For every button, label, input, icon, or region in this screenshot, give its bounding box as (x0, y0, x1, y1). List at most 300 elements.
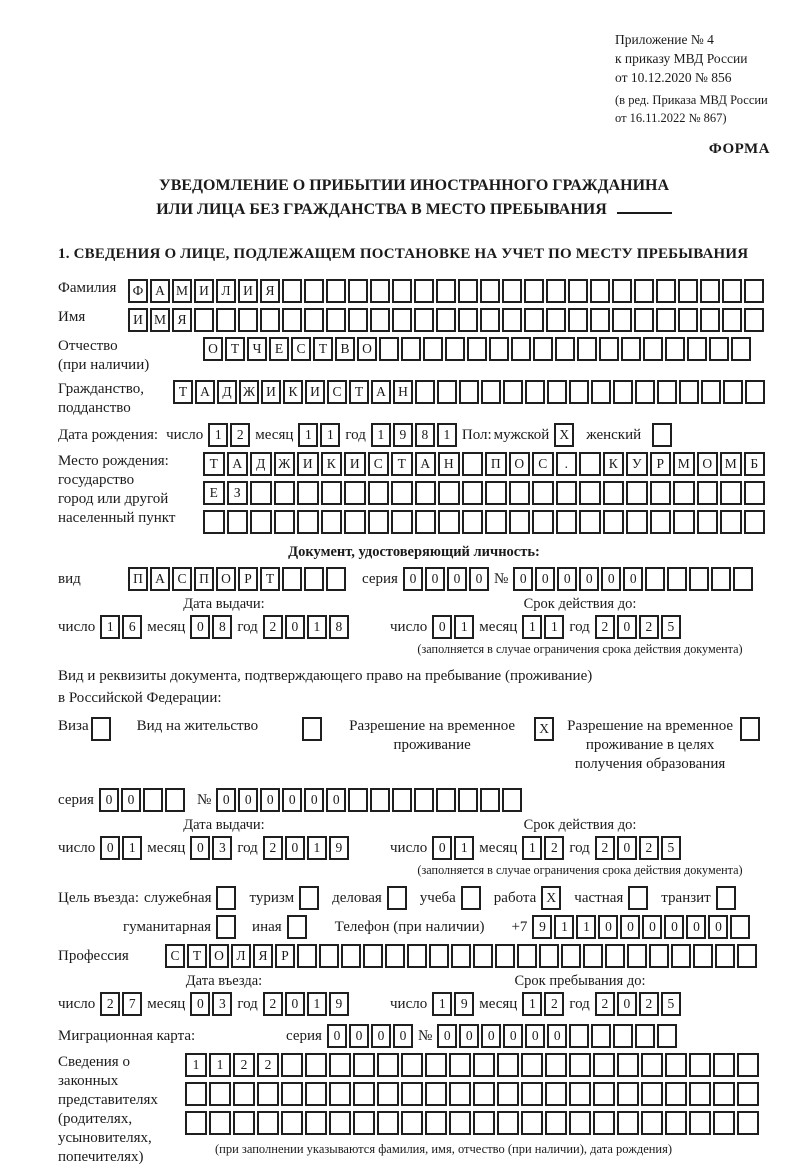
form-cell[interactable] (697, 481, 719, 505)
form-cell[interactable] (250, 481, 272, 505)
form-cell[interactable] (599, 337, 619, 361)
form-cell[interactable]: Я (260, 279, 280, 303)
form-cell[interactable]: Т (313, 337, 333, 361)
form-cell[interactable] (700, 308, 720, 332)
form-cell[interactable] (185, 1082, 207, 1106)
form-cell[interactable]: А (150, 279, 170, 303)
form-cell[interactable] (546, 279, 566, 303)
form-cell[interactable]: Е (203, 481, 225, 505)
form-cell[interactable]: 0 (664, 915, 684, 939)
form-cell[interactable]: 0 (327, 1024, 347, 1048)
purpose-study-checkbox[interactable] (461, 886, 481, 910)
form-cell[interactable]: 9 (393, 423, 413, 447)
form-cell[interactable]: Т (391, 452, 413, 476)
form-cell[interactable] (579, 481, 601, 505)
form-cell[interactable]: 0 (579, 567, 599, 591)
form-cell[interactable] (645, 567, 665, 591)
form-cell[interactable] (282, 567, 302, 591)
form-cell[interactable] (733, 567, 753, 591)
form-cell[interactable]: М (720, 452, 742, 476)
form-cell[interactable] (539, 944, 559, 968)
form-cell[interactable]: П (128, 567, 148, 591)
form-cell[interactable] (744, 510, 766, 534)
form-cell[interactable] (353, 1111, 375, 1135)
form-cell[interactable]: И (305, 380, 325, 404)
form-cell[interactable] (509, 481, 531, 505)
form-cell[interactable] (700, 279, 720, 303)
form-cell[interactable] (401, 1053, 423, 1077)
form-cell[interactable]: 1 (307, 615, 327, 639)
form-cell[interactable] (745, 380, 765, 404)
form-cell[interactable] (414, 308, 434, 332)
form-cell[interactable] (233, 1082, 255, 1106)
form-cell[interactable]: 1 (522, 992, 542, 1016)
form-cell[interactable]: О (203, 337, 223, 361)
form-cell[interactable] (497, 1082, 519, 1106)
form-cell[interactable]: 0 (216, 788, 236, 812)
form-cell[interactable]: О (216, 567, 236, 591)
form-cell[interactable] (569, 380, 589, 404)
form-cell[interactable]: 2 (263, 836, 283, 860)
form-cell[interactable] (473, 1111, 495, 1135)
form-cell[interactable] (250, 510, 272, 534)
form-cell[interactable] (233, 1111, 255, 1135)
form-cell[interactable] (720, 510, 742, 534)
form-cell[interactable] (329, 1111, 351, 1135)
form-cell[interactable]: У (626, 452, 648, 476)
form-cell[interactable]: Т (260, 567, 280, 591)
form-cell[interactable] (720, 481, 742, 505)
form-cell[interactable] (650, 510, 672, 534)
form-cell[interactable] (532, 510, 554, 534)
form-cell[interactable] (304, 567, 324, 591)
form-cell[interactable] (697, 510, 719, 534)
form-cell[interactable]: 0 (100, 836, 120, 860)
form-cell[interactable]: 9 (454, 992, 474, 1016)
form-cell[interactable] (579, 510, 601, 534)
form-cell[interactable] (687, 337, 707, 361)
form-cell[interactable]: Р (275, 944, 295, 968)
form-cell[interactable] (650, 481, 672, 505)
form-cell[interactable] (368, 510, 390, 534)
form-cell[interactable] (641, 1082, 663, 1106)
purpose-official-checkbox[interactable] (216, 886, 236, 910)
form-cell[interactable] (593, 1053, 615, 1077)
form-cell[interactable] (502, 308, 522, 332)
form-cell[interactable] (257, 1082, 279, 1106)
form-cell[interactable] (329, 1053, 351, 1077)
form-cell[interactable]: 1 (554, 915, 574, 939)
form-cell[interactable] (730, 915, 750, 939)
form-cell[interactable]: Я (172, 308, 192, 332)
form-cell[interactable] (485, 481, 507, 505)
form-cell[interactable]: 1 (371, 423, 391, 447)
form-cell[interactable] (370, 788, 390, 812)
form-cell[interactable] (304, 279, 324, 303)
form-cell[interactable] (689, 1111, 711, 1135)
form-cell[interactable]: 0 (503, 1024, 523, 1048)
form-cell[interactable] (711, 567, 731, 591)
form-cell[interactable]: 0 (190, 615, 210, 639)
form-cell[interactable]: 0 (190, 992, 210, 1016)
form-cell[interactable]: 2 (263, 615, 283, 639)
form-cell[interactable] (425, 1111, 447, 1135)
form-cell[interactable] (370, 308, 390, 332)
form-cell[interactable]: С (532, 452, 554, 476)
form-cell[interactable] (391, 510, 413, 534)
form-cell[interactable] (657, 380, 677, 404)
form-cell[interactable] (502, 279, 522, 303)
form-cell[interactable] (532, 481, 554, 505)
purpose-business-checkbox[interactable] (387, 886, 407, 910)
form-cell[interactable] (377, 1111, 399, 1135)
form-cell[interactable] (344, 481, 366, 505)
form-cell[interactable] (521, 1082, 543, 1106)
form-cell[interactable] (297, 944, 317, 968)
form-cell[interactable]: 0 (282, 788, 302, 812)
form-cell[interactable]: 8 (329, 615, 349, 639)
form-cell[interactable] (555, 337, 575, 361)
form-cell[interactable]: И (297, 452, 319, 476)
form-cell[interactable] (502, 788, 522, 812)
form-cell[interactable] (473, 1053, 495, 1077)
form-cell[interactable] (569, 1024, 589, 1048)
purpose-transit-checkbox[interactable] (716, 886, 736, 910)
form-cell[interactable]: 1 (437, 423, 457, 447)
form-cell[interactable]: 0 (447, 567, 467, 591)
form-cell[interactable]: С (165, 944, 185, 968)
form-cell[interactable] (521, 1111, 543, 1135)
form-cell[interactable]: 1 (122, 836, 142, 860)
form-cell[interactable]: С (368, 452, 390, 476)
form-cell[interactable] (634, 279, 654, 303)
form-cell[interactable]: 1 (522, 836, 542, 860)
form-cell[interactable] (643, 337, 663, 361)
form-cell[interactable] (689, 1082, 711, 1106)
form-cell[interactable] (209, 1111, 231, 1135)
form-cell[interactable]: М (673, 452, 695, 476)
form-cell[interactable]: Ч (247, 337, 267, 361)
form-cell[interactable] (401, 1082, 423, 1106)
form-cell[interactable]: Н (393, 380, 413, 404)
form-cell[interactable]: 2 (595, 836, 615, 860)
form-cell[interactable] (391, 481, 413, 505)
form-cell[interactable]: К (603, 452, 625, 476)
form-cell[interactable]: 9 (532, 915, 552, 939)
form-cell[interactable] (701, 380, 721, 404)
form-cell[interactable] (436, 279, 456, 303)
form-cell[interactable]: 0 (708, 915, 728, 939)
purpose-work-checkbox[interactable]: X (541, 886, 561, 910)
form-cell[interactable]: И (344, 452, 366, 476)
purpose-private-checkbox[interactable] (628, 886, 648, 910)
form-cell[interactable] (462, 452, 484, 476)
form-cell[interactable]: 0 (547, 1024, 567, 1048)
form-cell[interactable] (415, 510, 437, 534)
form-cell[interactable] (415, 481, 437, 505)
form-cell[interactable]: С (327, 380, 347, 404)
form-cell[interactable] (297, 481, 319, 505)
form-cell[interactable] (524, 308, 544, 332)
form-cell[interactable]: . (556, 452, 578, 476)
form-cell[interactable] (392, 308, 412, 332)
form-cell[interactable]: 0 (238, 788, 258, 812)
form-cell[interactable]: 0 (371, 1024, 391, 1048)
form-cell[interactable] (593, 1111, 615, 1135)
purpose-other-checkbox[interactable] (287, 915, 307, 939)
form-cell[interactable] (713, 1082, 735, 1106)
form-cell[interactable] (480, 788, 500, 812)
form-cell[interactable] (377, 1082, 399, 1106)
form-cell[interactable] (436, 788, 456, 812)
form-cell[interactable]: 1 (544, 615, 564, 639)
form-cell[interactable] (281, 1082, 303, 1106)
purpose-humanitarian-checkbox[interactable] (216, 915, 236, 939)
form-cell[interactable] (451, 944, 471, 968)
form-cell[interactable] (621, 337, 641, 361)
form-cell[interactable] (423, 337, 443, 361)
form-cell[interactable]: 2 (639, 992, 659, 1016)
form-cell[interactable] (617, 1082, 639, 1106)
form-cell[interactable] (635, 380, 655, 404)
form-cell[interactable]: 0 (403, 567, 423, 591)
form-cell[interactable]: М (172, 279, 192, 303)
form-cell[interactable] (449, 1053, 471, 1077)
form-cell[interactable]: 2 (263, 992, 283, 1016)
form-cell[interactable] (392, 279, 412, 303)
form-cell[interactable] (445, 337, 465, 361)
form-cell[interactable] (329, 1082, 351, 1106)
form-cell[interactable]: 5 (661, 836, 681, 860)
form-cell[interactable]: В (335, 337, 355, 361)
form-cell[interactable] (414, 279, 434, 303)
form-cell[interactable] (257, 1111, 279, 1135)
form-cell[interactable]: 0 (617, 992, 637, 1016)
form-cell[interactable]: 2 (639, 836, 659, 860)
form-cell[interactable]: 0 (557, 567, 577, 591)
form-cell[interactable] (569, 1111, 591, 1135)
form-cell[interactable] (341, 944, 361, 968)
form-cell[interactable] (525, 380, 545, 404)
form-cell[interactable]: Я (253, 944, 273, 968)
form-cell[interactable]: 0 (598, 915, 618, 939)
form-cell[interactable]: 1 (576, 915, 596, 939)
form-cell[interactable]: Т (203, 452, 225, 476)
form-cell[interactable]: 0 (285, 615, 305, 639)
form-cell[interactable] (497, 1111, 519, 1135)
form-cell[interactable]: 0 (481, 1024, 501, 1048)
form-cell[interactable] (546, 308, 566, 332)
form-cell[interactable] (603, 481, 625, 505)
form-cell[interactable] (568, 279, 588, 303)
form-cell[interactable] (533, 337, 553, 361)
form-cell[interactable] (556, 510, 578, 534)
form-cell[interactable]: Т (173, 380, 193, 404)
form-cell[interactable] (305, 1111, 327, 1135)
form-cell[interactable]: Ж (274, 452, 296, 476)
form-cell[interactable]: И (194, 279, 214, 303)
form-cell[interactable]: 0 (121, 788, 141, 812)
form-cell[interactable] (673, 510, 695, 534)
form-cell[interactable] (467, 337, 487, 361)
form-cell[interactable]: 0 (349, 1024, 369, 1048)
form-cell[interactable] (657, 1024, 677, 1048)
form-cell[interactable] (737, 1082, 759, 1106)
form-cell[interactable]: Д (250, 452, 272, 476)
form-cell[interactable] (379, 337, 399, 361)
form-cell[interactable]: 1 (307, 992, 327, 1016)
form-cell[interactable]: Д (217, 380, 237, 404)
form-cell[interactable] (673, 481, 695, 505)
form-cell[interactable]: 7 (122, 992, 142, 1016)
form-cell[interactable]: 2 (595, 992, 615, 1016)
form-cell[interactable]: 0 (469, 567, 489, 591)
form-cell[interactable] (634, 308, 654, 332)
residence-permit-checkbox[interactable] (302, 717, 322, 741)
form-cell[interactable]: 1 (454, 836, 474, 860)
form-cell[interactable]: А (195, 380, 215, 404)
form-cell[interactable] (626, 510, 648, 534)
form-cell[interactable]: Ж (239, 380, 259, 404)
form-cell[interactable] (547, 380, 567, 404)
form-cell[interactable] (561, 944, 581, 968)
form-cell[interactable]: К (283, 380, 303, 404)
form-cell[interactable] (326, 567, 346, 591)
form-cell[interactable] (722, 308, 742, 332)
purpose-tourism-checkbox[interactable] (299, 886, 319, 910)
form-cell[interactable] (626, 481, 648, 505)
form-cell[interactable]: К (321, 452, 343, 476)
form-cell[interactable]: А (415, 452, 437, 476)
form-cell[interactable]: 3 (212, 836, 232, 860)
form-cell[interactable] (449, 1082, 471, 1106)
form-cell[interactable]: 3 (212, 992, 232, 1016)
form-cell[interactable] (593, 1082, 615, 1106)
form-cell[interactable]: Т (349, 380, 369, 404)
form-cell[interactable]: 0 (620, 915, 640, 939)
form-cell[interactable] (667, 567, 687, 591)
form-cell[interactable]: 0 (617, 836, 637, 860)
form-cell[interactable] (603, 510, 625, 534)
form-cell[interactable]: 0 (393, 1024, 413, 1048)
form-cell[interactable]: 0 (617, 615, 637, 639)
form-cell[interactable] (678, 308, 698, 332)
form-cell[interactable] (281, 1111, 303, 1135)
form-cell[interactable] (568, 308, 588, 332)
form-cell[interactable] (617, 1111, 639, 1135)
form-cell[interactable] (689, 1053, 711, 1077)
form-cell[interactable] (238, 308, 258, 332)
form-cell[interactable] (517, 944, 537, 968)
form-cell[interactable] (665, 1111, 687, 1135)
form-cell[interactable] (194, 308, 214, 332)
form-cell[interactable] (579, 452, 601, 476)
form-cell[interactable] (665, 337, 685, 361)
form-cell[interactable] (737, 1111, 759, 1135)
form-cell[interactable]: 2 (230, 423, 250, 447)
edu-permit-checkbox[interactable] (740, 717, 760, 741)
form-cell[interactable]: М (150, 308, 170, 332)
form-cell[interactable] (401, 337, 421, 361)
form-cell[interactable]: Ф (128, 279, 148, 303)
form-cell[interactable] (348, 279, 368, 303)
form-cell[interactable]: З (227, 481, 249, 505)
form-cell[interactable] (304, 308, 324, 332)
form-cell[interactable] (401, 1111, 423, 1135)
form-cell[interactable]: 1 (209, 1053, 231, 1077)
form-cell[interactable]: 1 (454, 615, 474, 639)
form-cell[interactable] (321, 481, 343, 505)
form-cell[interactable] (577, 337, 597, 361)
form-cell[interactable]: О (209, 944, 229, 968)
form-cell[interactable] (392, 788, 412, 812)
form-cell[interactable]: 0 (432, 836, 452, 860)
form-cell[interactable]: 9 (329, 836, 349, 860)
form-cell[interactable] (407, 944, 427, 968)
form-cell[interactable] (459, 380, 479, 404)
form-cell[interactable] (569, 1053, 591, 1077)
form-cell[interactable]: 2 (544, 836, 564, 860)
form-cell[interactable] (497, 1053, 519, 1077)
form-cell[interactable] (473, 944, 493, 968)
form-cell[interactable] (305, 1082, 327, 1106)
form-cell[interactable] (438, 481, 460, 505)
male-checkbox[interactable]: X (554, 423, 574, 447)
form-cell[interactable]: 5 (661, 615, 681, 639)
form-cell[interactable] (556, 481, 578, 505)
form-cell[interactable] (414, 788, 434, 812)
form-cell[interactable] (274, 481, 296, 505)
form-cell[interactable]: 0 (686, 915, 706, 939)
form-cell[interactable] (503, 380, 523, 404)
form-cell[interactable] (415, 380, 435, 404)
form-cell[interactable] (715, 944, 735, 968)
form-cell[interactable]: А (371, 380, 391, 404)
form-cell[interactable] (627, 944, 647, 968)
form-cell[interactable]: 2 (257, 1053, 279, 1077)
form-cell[interactable] (216, 308, 236, 332)
form-cell[interactable] (671, 944, 691, 968)
form-cell[interactable]: 1 (298, 423, 318, 447)
form-cell[interactable] (693, 944, 713, 968)
form-cell[interactable] (511, 337, 531, 361)
form-cell[interactable]: 8 (415, 423, 435, 447)
form-cell[interactable]: О (357, 337, 377, 361)
form-cell[interactable] (348, 788, 368, 812)
form-cell[interactable]: 0 (535, 567, 555, 591)
form-cell[interactable] (438, 510, 460, 534)
form-cell[interactable]: 2 (544, 992, 564, 1016)
form-cell[interactable]: 0 (190, 836, 210, 860)
form-cell[interactable] (591, 1024, 611, 1048)
form-cell[interactable] (368, 481, 390, 505)
form-cell[interactable] (524, 279, 544, 303)
form-cell[interactable]: 0 (513, 567, 533, 591)
form-cell[interactable]: 2 (233, 1053, 255, 1077)
form-cell[interactable] (344, 510, 366, 534)
form-cell[interactable] (744, 481, 766, 505)
form-cell[interactable]: 1 (522, 615, 542, 639)
form-cell[interactable] (385, 944, 405, 968)
form-cell[interactable]: С (172, 567, 192, 591)
form-cell[interactable]: 6 (122, 615, 142, 639)
form-cell[interactable] (709, 337, 729, 361)
form-cell[interactable] (679, 380, 699, 404)
form-cell[interactable] (305, 1053, 327, 1077)
form-cell[interactable] (297, 510, 319, 534)
form-cell[interactable] (605, 944, 625, 968)
form-cell[interactable] (353, 1082, 375, 1106)
